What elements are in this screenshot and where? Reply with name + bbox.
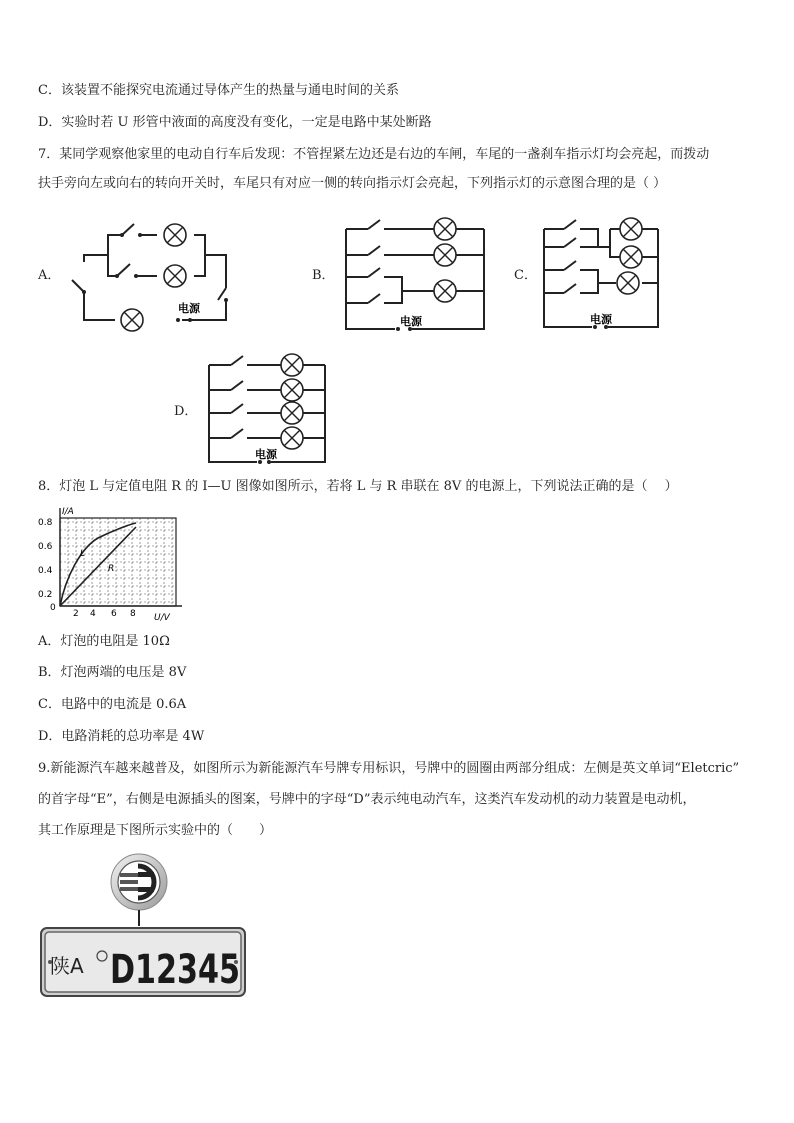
q8-option-d: D．电路消耗的总功率是 4W (38, 729, 205, 744)
circuit-diagram-a (60, 210, 250, 330)
question-9-line-3: 其工作原理是下图所示实验中的（ ） (38, 823, 273, 838)
circuit-diagram-d (205, 352, 330, 468)
curve-r-label: R (108, 564, 115, 574)
y-tick: 0.6 (38, 542, 53, 552)
y-tick: 0.4 (38, 566, 53, 576)
q7-option-a-label: A． (38, 268, 61, 283)
y-tick: 0.2 (38, 590, 53, 600)
y-tick: 0.8 (38, 518, 53, 528)
new-energy-plug-icon (108, 852, 174, 928)
question-8: 8．灯泡 L 与定值电阻 R 的 I—U 图像如图所示，若将 L 与 R 串联在 8V 的电源上，下列说法正确的是（ ） (38, 479, 678, 494)
q7-option-c-label: C． (514, 268, 537, 283)
x-tick: 4 (90, 609, 96, 619)
circuit-diagram-c (540, 215, 662, 337)
power-source-label: 电源 (590, 313, 612, 326)
question-7-line-2: 扶手旁向左或向右的转向开关时，车尾只有对应一侧的转向指示灯会亮起，下列指示灯的示意图合理的是（ ） (38, 176, 667, 191)
question-9-line-1: 9.新能源汽车越来越普及，如图所示为新能源汽车号牌专用标识，号牌中的圆圈由两部分组成：左侧是英文单词“Eletcric” (38, 761, 740, 776)
option-d-previous: D．实验时若 U 形管中液面的高度没有变化，一定是电路中某处断路 (38, 115, 432, 130)
i-u-graph (36, 504, 186, 624)
power-source-label: 电源 (400, 315, 422, 328)
option-c-previous: C．该装置不能探究电流通过导体产生的热量与通电时间的关系 (38, 83, 399, 98)
q8-option-c: C．电路中的电流是 0.6A (38, 697, 187, 712)
question-9-line-2: 的首字母“E”，右侧是电源插头的图案，号牌中的字母“D”表示纯电动汽车，这类汽车发动机的动力装置是电动机， (38, 792, 696, 807)
license-plate (40, 927, 246, 997)
y-axis-label: I/A (62, 507, 74, 517)
x-tick: 6 (111, 609, 117, 619)
x-tick: 8 (130, 609, 136, 619)
x-tick: 2 (73, 609, 79, 619)
plate-number: D12345 (110, 947, 240, 993)
q7-option-d-label: D． (174, 404, 198, 419)
question-7-line-1: 7．某同学观察他家里的电动自行车后发现：不管捏紧左边还是右边的车闸，车尾的一盏刹车指示灯均会亮起，而拨动 (38, 147, 710, 162)
plate-province: 陕A (50, 954, 84, 978)
q8-option-a: A．灯泡的电阻是 10Ω (38, 634, 170, 649)
q7-option-b-label: B． (312, 268, 335, 283)
power-source-label: 电源 (255, 448, 277, 461)
x-axis-label: U/V (154, 613, 170, 623)
curve-l-label: L (80, 549, 86, 559)
circuit-diagram-b (340, 215, 490, 337)
power-source-label: 电源 (178, 302, 200, 315)
origin-tick: 0 (50, 603, 56, 613)
q8-option-b: B．灯泡两端的电压是 8V (38, 665, 187, 680)
